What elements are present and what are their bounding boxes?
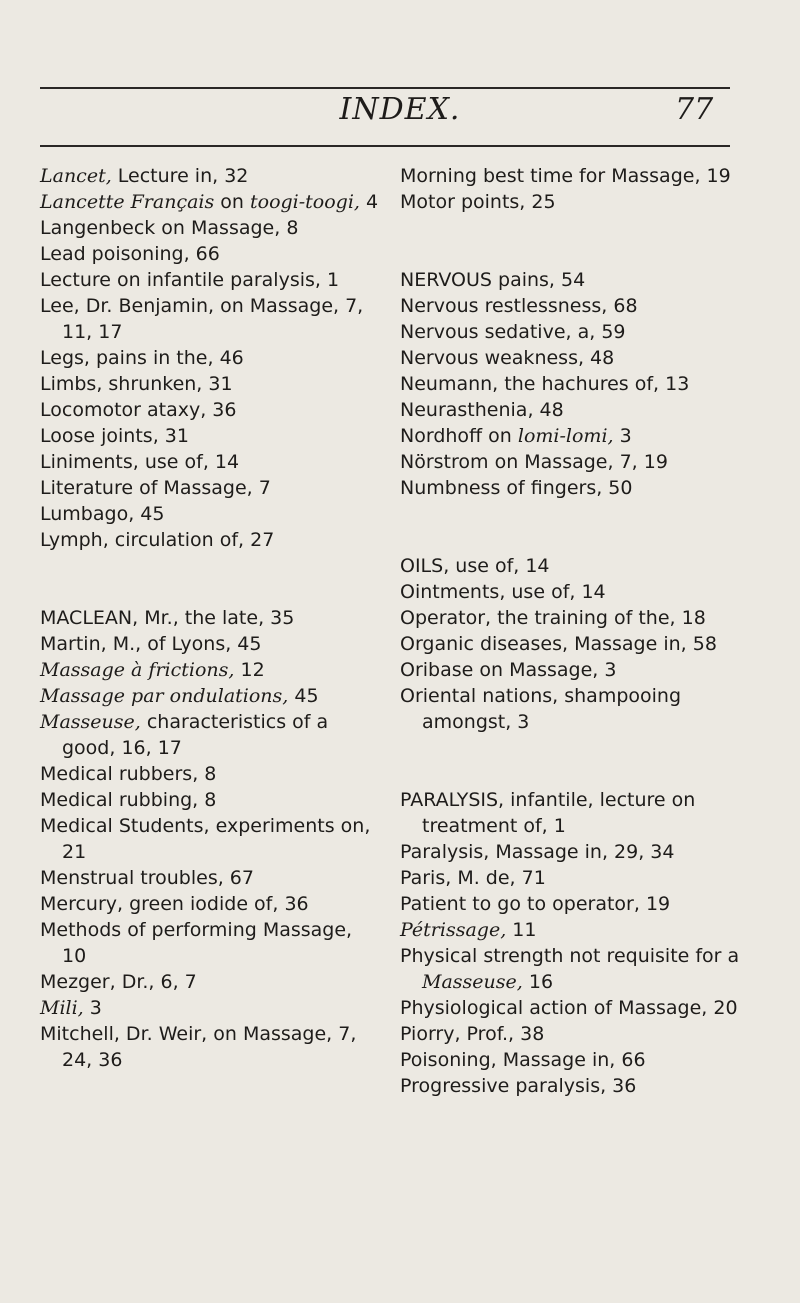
index-entry-text: Mezger, Dr., 6, 7 <box>40 971 197 993</box>
index-entry <box>40 449 380 475</box>
index-entry-text: 3 <box>83 997 102 1019</box>
index-entry <box>400 865 760 891</box>
index-entry <box>40 397 380 423</box>
header-bottom-rule <box>40 145 730 147</box>
index-entry-text: Nordhoff on <box>400 425 518 447</box>
index-entry-text: Limbs, shrunken, 31 <box>40 373 233 395</box>
index-entry-text: 45 <box>288 685 319 707</box>
index-entry-text: Menstrual troubles, 67 <box>40 867 254 889</box>
index-entry-text: Medical rubbers, 8 <box>40 763 217 785</box>
index-entry-text: Lecture on infantile paralysis, 1 <box>40 269 340 291</box>
index-entry-text: Mili, <box>40 997 84 1019</box>
index-entry <box>400 917 760 943</box>
index-entry-text: Lancette Français <box>40 191 215 213</box>
index-entry <box>400 579 760 605</box>
index-entry <box>400 891 760 917</box>
index-entry-text: Lecture in, 32 <box>111 165 249 187</box>
header-top-rule <box>40 87 730 89</box>
index-entry-text: Nörstrom on Massage, 7, 19 <box>400 451 668 473</box>
index-entry-text: Medical Students, experiments on, 21 <box>40 815 371 863</box>
index-entry <box>400 267 760 293</box>
group-spacer <box>400 501 760 553</box>
index-entry-text: MACLEAN, Mr., the late, 35 <box>40 607 295 629</box>
index-entry <box>40 163 380 189</box>
index-column-right <box>400 163 760 1099</box>
index-entry <box>40 527 380 553</box>
index-entry <box>400 787 760 839</box>
index-entry-text: OILS, use of, 14 <box>400 555 550 577</box>
index-entry <box>40 1021 380 1073</box>
index-entry <box>400 163 760 189</box>
index-entry-text: Massage à frictions, <box>40 659 235 681</box>
index-entry <box>40 683 380 709</box>
index-entry <box>400 631 760 657</box>
index-entry <box>40 657 380 683</box>
index-entry-text: Literature of Massage, 7 <box>40 477 271 499</box>
index-entry-text: 3 <box>613 425 632 447</box>
index-entry <box>400 657 760 683</box>
index-entry <box>40 813 380 865</box>
index-entry <box>40 969 380 995</box>
index-entry <box>40 189 380 215</box>
index-entry-text: Locomotor ataxy, 36 <box>40 399 237 421</box>
index-entry <box>40 267 380 293</box>
index-entry-text: lomi-lomi, <box>517 425 614 447</box>
index-entry-text: Medical rubbing, 8 <box>40 789 217 811</box>
index-group-p <box>400 787 760 1099</box>
group-spacer <box>400 735 760 787</box>
index-entry-text: toogi-toogi, <box>250 191 360 213</box>
index-entry-text: Physical strength not requisite for a <box>400 945 740 967</box>
index-entry-text: Organic diseases, Massage in, 58 <box>400 633 717 655</box>
index-entry-text: Lancet, <box>40 165 112 187</box>
index-group-l <box>40 163 380 553</box>
group-spacer <box>400 215 760 267</box>
index-entry <box>400 1047 760 1073</box>
index-entry-text: Liniments, use of, 14 <box>40 451 240 473</box>
index-entry <box>400 189 760 215</box>
index-entry <box>400 683 760 735</box>
index-entry-text: Oribase on Massage, 3 <box>400 659 617 681</box>
index-entry-text: Martin, M., of Lyons, 45 <box>40 633 262 655</box>
index-entry-text: Numbness of fingers, 50 <box>400 477 633 499</box>
index-entry-text: Nervous weakness, 48 <box>400 347 615 369</box>
index-entry <box>40 631 380 657</box>
index-entry-text: NERVOUS pains, 54 <box>400 269 586 291</box>
index-entry-text: Motor points, 25 <box>400 191 556 213</box>
index-entry-text: Neumann, the hachures of, 13 <box>400 373 690 395</box>
index-entry <box>40 345 380 371</box>
index-entry-text: Lee, Dr. Benjamin, on Massage, 7, 11, 17 <box>40 295 364 343</box>
index-entry-text: Massage par ondulations, <box>40 685 289 707</box>
index-entry-text: Patient to go to operator, 19 <box>400 893 671 915</box>
index-entry <box>40 293 380 345</box>
index-entry-text: Loose joints, 31 <box>40 425 189 447</box>
index-entry-text: 16 <box>522 971 554 993</box>
index-entry-text: Langenbeck on Massage, 8 <box>40 217 299 239</box>
index-entry <box>40 423 380 449</box>
index-entry-text: 11 <box>506 919 537 941</box>
index-entry <box>400 475 760 501</box>
index-entry-text: Paralysis, Massage in, 29, 34 <box>400 841 675 863</box>
index-entry-text: Ointments, use of, 14 <box>400 581 606 603</box>
index-entry-text: Mercury, green iodide of, 36 <box>40 893 309 915</box>
index-entry <box>400 1021 760 1047</box>
index-entry-text: Lead poisoning, 66 <box>40 243 220 265</box>
index-entry-text: Poisoning, Massage in, 66 <box>400 1049 646 1071</box>
index-entry-text: 12 <box>234 659 265 681</box>
index-group-m <box>40 605 380 1073</box>
index-group-m-continued <box>400 163 760 215</box>
index-entry-text: Morning best time for Massage, 19 <box>400 165 731 187</box>
index-entry <box>40 995 380 1021</box>
index-entry <box>40 709 380 761</box>
index-entry-text: Oriental nations, shampooing amongst, 3 <box>400 685 682 733</box>
index-entry-text: Progressive paralysis, 36 <box>400 1075 637 1097</box>
index-entry <box>400 605 760 631</box>
index-entry-text: Pétrissage, <box>400 919 507 941</box>
index-entry-text: Masseuse, <box>40 711 141 733</box>
index-entry-text: Piorry, Prof., 38 <box>400 1023 545 1045</box>
index-entry <box>400 423 760 449</box>
index-entry <box>400 319 760 345</box>
page-number: 77 <box>675 92 714 127</box>
index-entry <box>400 397 760 423</box>
index-entry <box>40 605 380 631</box>
index-entry <box>40 501 380 527</box>
index-entry <box>400 371 760 397</box>
index-entry-text: on <box>214 191 250 213</box>
index-entry <box>40 787 380 813</box>
page-title: INDEX. <box>339 92 461 127</box>
index-entry <box>40 475 380 501</box>
index-entry-text: Nervous restlessness, 68 <box>400 295 638 317</box>
index-entry-text: 4 <box>359 191 379 213</box>
index-entry <box>400 943 760 995</box>
index-entry <box>400 1073 760 1099</box>
index-column-left <box>40 163 380 1073</box>
index-entry-text: Operator, the training of the, 18 <box>400 607 706 629</box>
index-entry-text: Lymph, circulation of, 27 <box>40 529 275 551</box>
index-entry-text: Legs, pains in the, 46 <box>40 347 244 369</box>
index-entry <box>400 553 760 579</box>
index-entry <box>400 345 760 371</box>
index-entry <box>400 995 760 1021</box>
index-entry-text: Physiological action of Massage, 20 <box>400 997 738 1019</box>
index-entry <box>40 241 380 267</box>
index-entry <box>40 371 380 397</box>
index-entry-text: Neurasthenia, 48 <box>400 399 564 421</box>
index-entry <box>400 449 760 475</box>
index-entry-text: Paris, M. de, 71 <box>400 867 546 889</box>
group-spacer <box>40 553 380 605</box>
index-entry <box>400 839 760 865</box>
index-entry-text: characteristics of a good, 16, 17 <box>62 711 329 759</box>
index-entry <box>40 865 380 891</box>
index-entry-text: Mitchell, Dr. Weir, on Massage, 7, 24, 36 <box>40 1023 357 1071</box>
index-entry-text: PARALYSIS, infantile, lecture on treatment of, 1 <box>400 789 696 837</box>
index-entry-text: Methods of performing Massage, 10 <box>40 919 353 967</box>
index-entry <box>40 761 380 787</box>
index-entry <box>40 891 380 917</box>
index-group-n <box>400 267 760 501</box>
index-entry <box>400 293 760 319</box>
index-entry-text: Lumbago, 45 <box>40 503 165 525</box>
index-entry-text: Masseuse, <box>422 971 523 993</box>
index-entry <box>40 917 380 969</box>
index-entry-text: Nervous sedative, a, 59 <box>400 321 626 343</box>
index-entry <box>40 215 380 241</box>
index-group-o <box>400 553 760 735</box>
